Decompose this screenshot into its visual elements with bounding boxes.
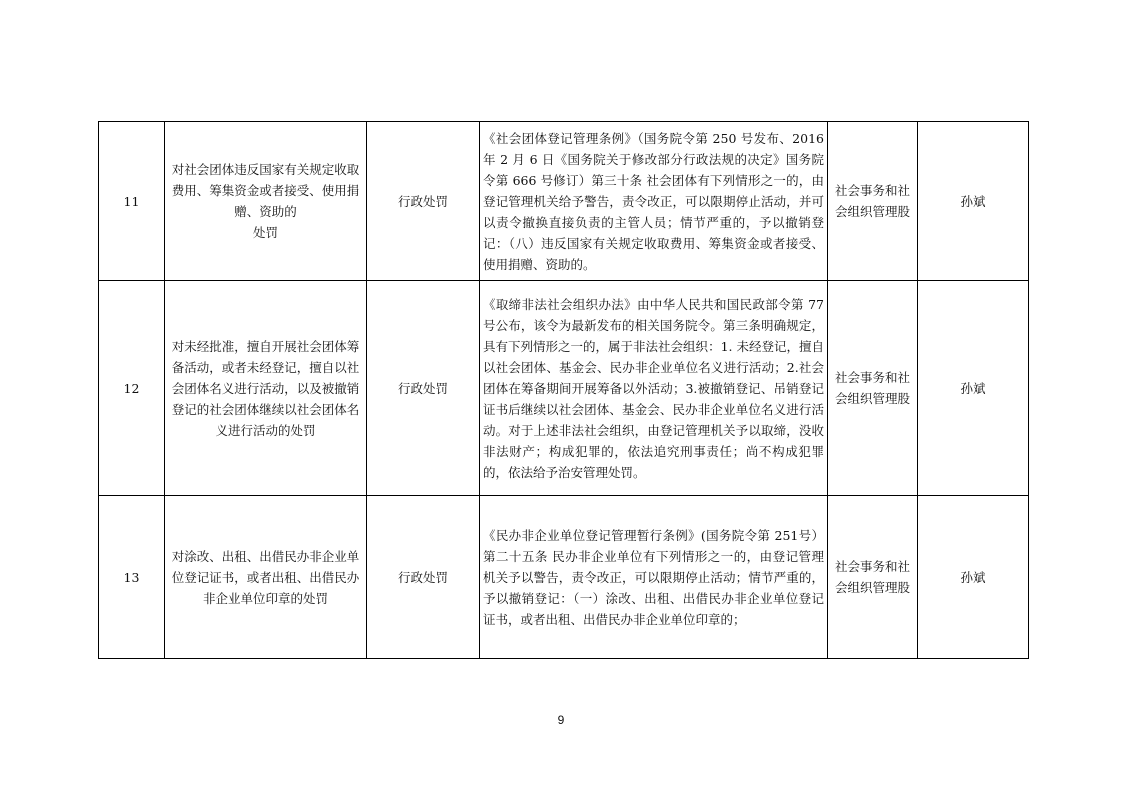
legal-basis: 《民办非企业单位登记管理暂行条例》(国务院令第 251号）第二十五条 民办非企业单位有下列情形之一的，由登记管理机关予以警告，责令改正，可以限期停止活动；情节严重的，予以撤销登记：（一）涂改、出租、出借民办非企业单位登记证书，或者出租、出借民办非企业单位印章的； xyxy=(480,496,828,659)
responsible-department: 社会事务和社会组织管理股 xyxy=(828,496,918,659)
legal-basis: 《社会团体登记管理条例》（国务院令第 250 号发布、2016 年 2 月 6 日《国务院关于修改部分行政法规的决定》国务院令第 666 号修订）第三十条 社会团体有下列情形之一的，由登记管理机关给予警告，责令改正，可以限期停止活动，并可以责令撤换直接负责的主管人员；情节严重的，予以撤销登记：（八）违反国家有关规定收取费用、筹集资金或者接受、使用捐赠、资助的。 xyxy=(480,122,828,281)
responsible-person: 孙斌 xyxy=(918,496,1029,659)
table-row xyxy=(99,122,1029,281)
row-number: 12 xyxy=(99,281,165,496)
responsible-department: 社会事务和社会组织管理股 xyxy=(828,122,918,281)
penalty-items-table xyxy=(98,121,1029,659)
penalty-type: 行政处罚 xyxy=(367,496,480,659)
penalty-item-name: 对未经批准，擅自开展社会团体筹备活动，或者未经登记，擅自以社会团体名义进行活动，以及被撤销登记的社会团体继续以社会团体名义进行活动的处罚 xyxy=(165,281,367,496)
responsible-department: 社会事务和社会组织管理股 xyxy=(828,281,918,496)
row-number: 11 xyxy=(99,122,165,281)
table-row xyxy=(99,281,1029,496)
responsible-person: 孙斌 xyxy=(918,281,1029,496)
page-number: 9 xyxy=(557,713,565,727)
penalty-type: 行政处罚 xyxy=(367,122,480,281)
penalty-type: 行政处罚 xyxy=(367,281,480,496)
responsible-person: 孙斌 xyxy=(918,122,1029,281)
row-number: 13 xyxy=(99,496,165,659)
penalty-item-name: 对涂改、出租、出借民办非企业单位登记证书，或者出租、出借民办非企业单位印章的处罚 xyxy=(165,496,367,659)
legal-basis: 《取缔非法社会组织办法》由中华人民共和国民政部令第 77 号公布，该令为最新发布的相关国务院令。第三条明确规定，具有下列情形之一的，属于非法社会组织：1. 未经登记，擅自以社会团体、基金会、民办非企业单位名义进行活动；2.社会团体在筹备期间开展筹备以外活动；3.被撤销登记、吊销登记证书后继续以社会团体、基金会、民办非企业单位名义进行活动。对于上述非法社会组织，由登记管理机关予以取缔，没收非法财产；构成犯罪的，依法追究刑事责任；尚不构成犯罪的，依法给予治安管理处罚。 xyxy=(480,281,828,496)
penalty-item-name: 对社会团体违反国家有关规定收取费用、筹集资金或者接受、使用捐赠、资助的 处罚 xyxy=(165,122,367,281)
table-row xyxy=(99,496,1029,659)
